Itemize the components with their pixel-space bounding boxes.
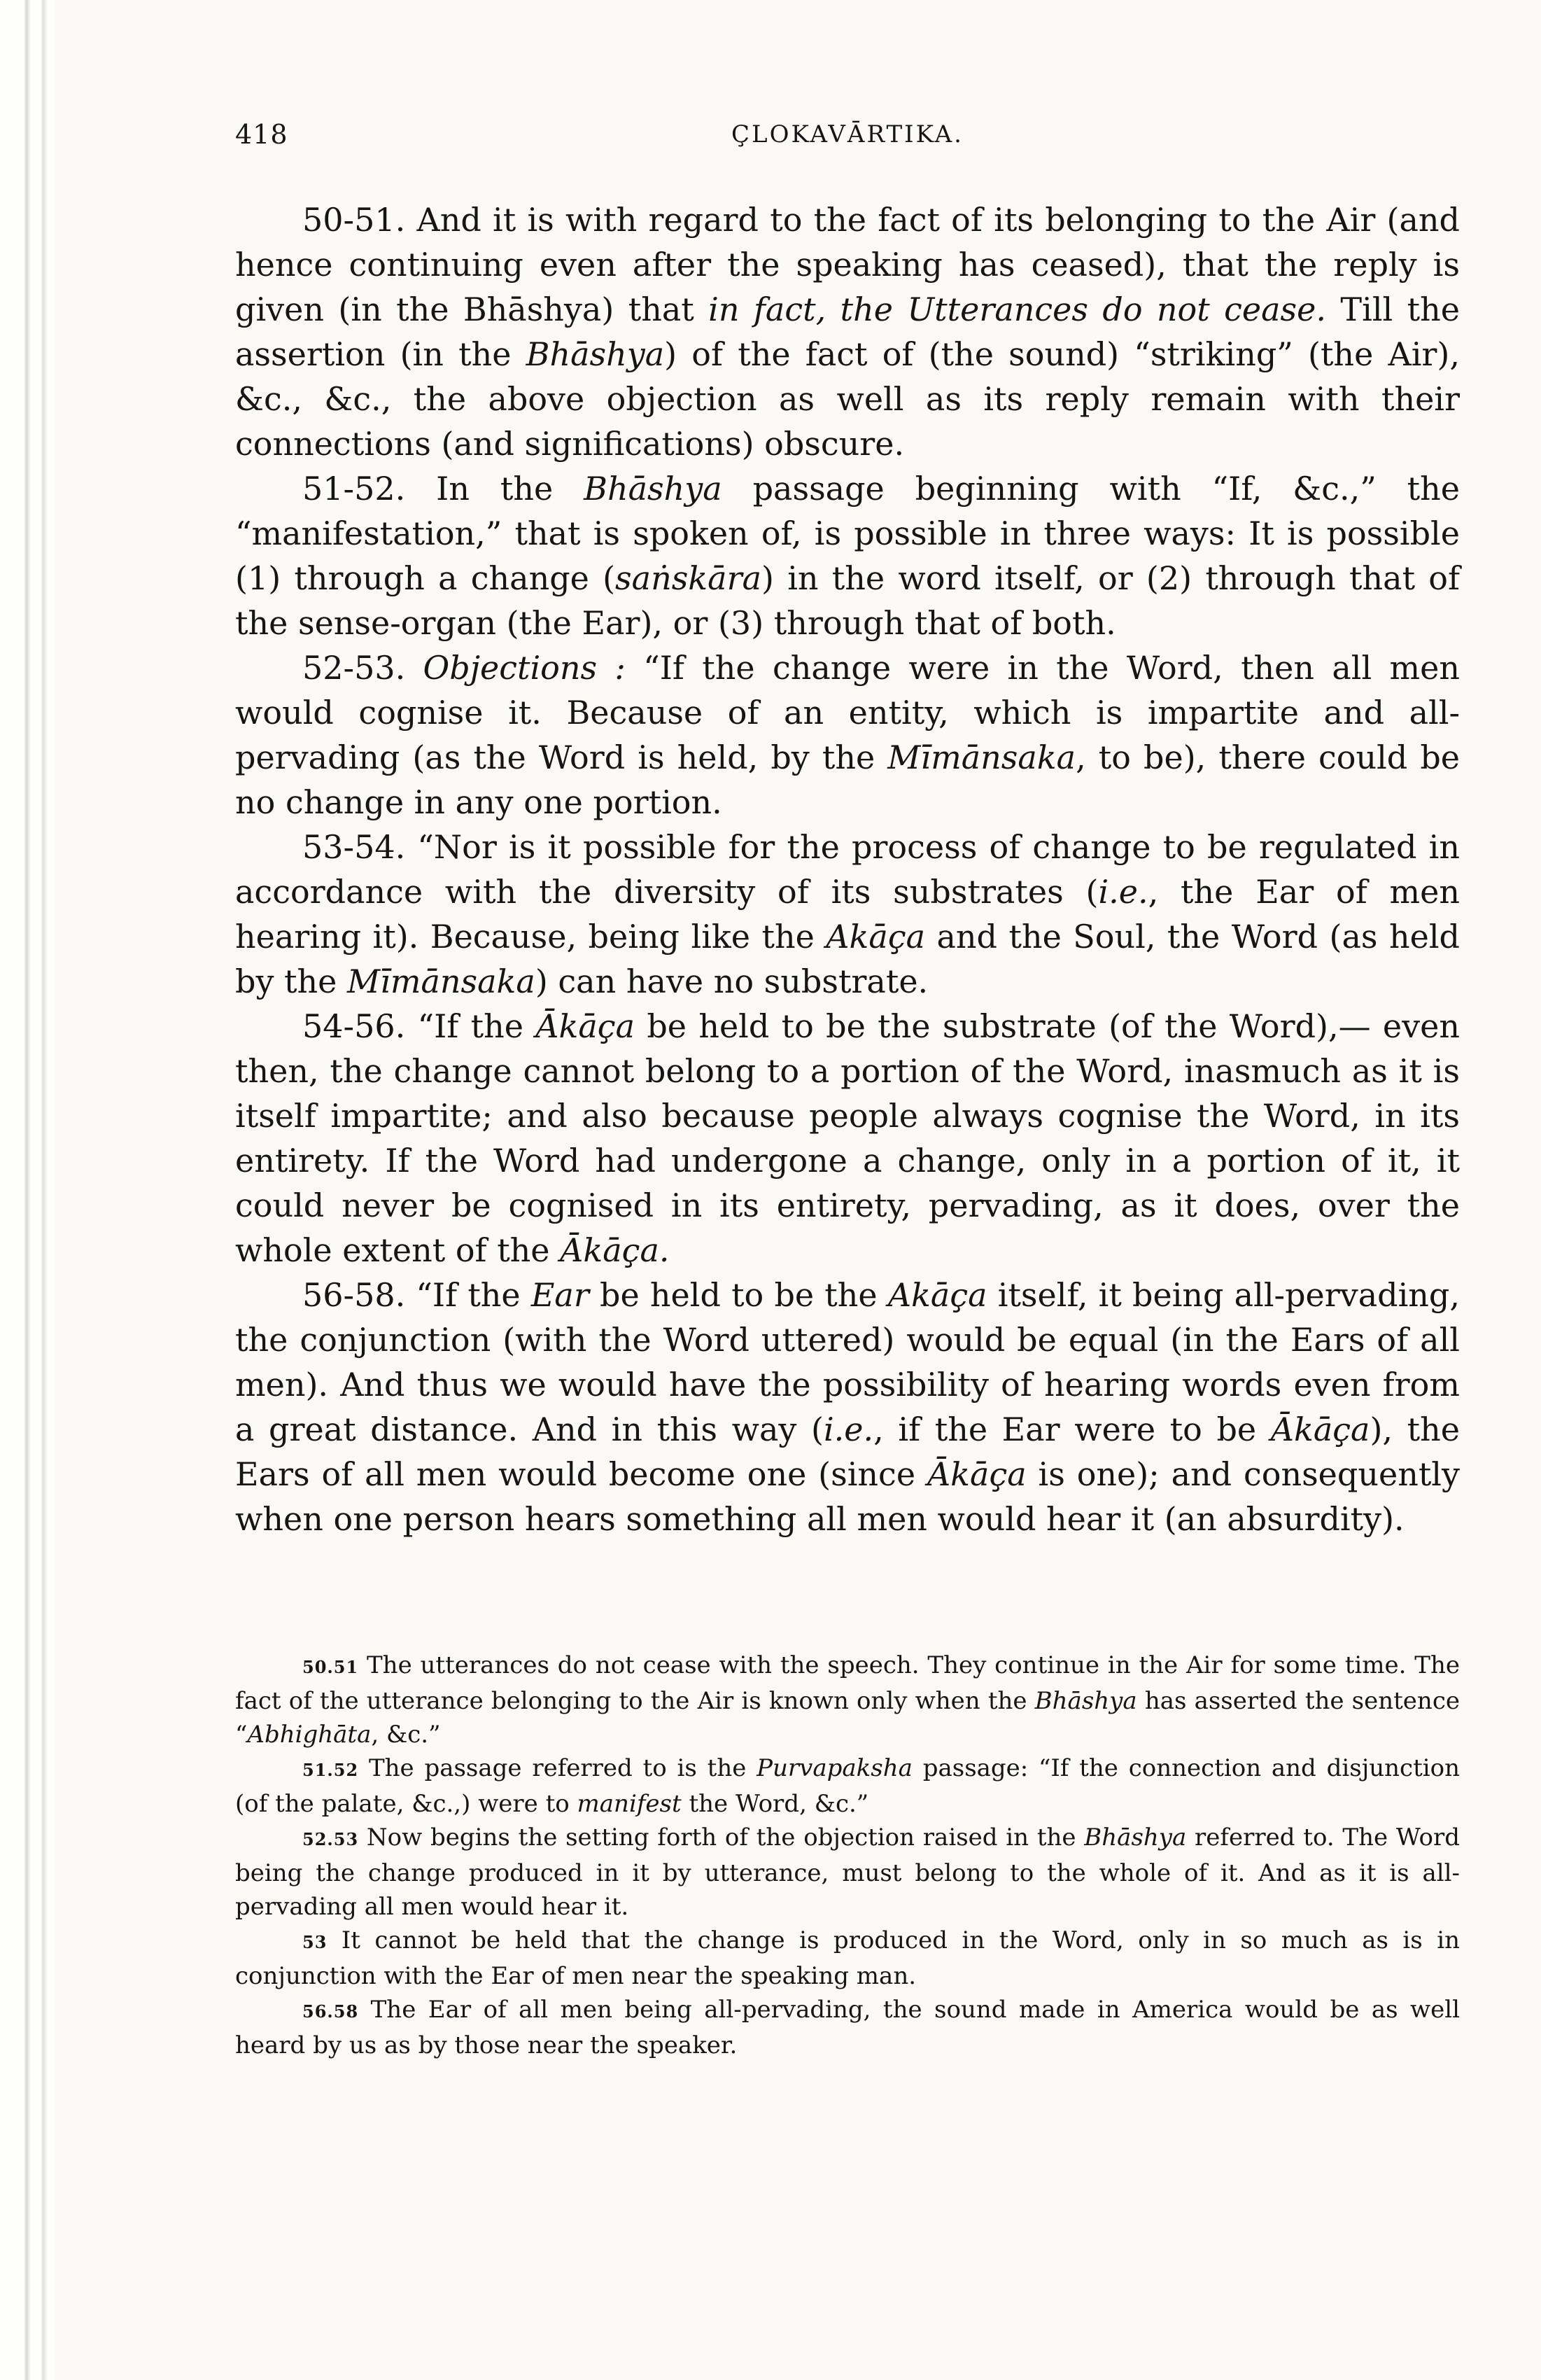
footnote-ref: 52.53 [302,1829,359,1849]
verse-paragraph: 53-54. “Nor is it possible for the process of change to be regulated in accordance with the diversity of its substrates (i.e., the Ear of men hearing it). Because, being like the Akāça and the Soul, the Word (as held by the Mīmānsaka) can have no substrate. [235,828,1460,1000]
verse-label: 54-56. [302,1007,406,1045]
verse-label: 56-58. [302,1276,406,1314]
footnotes [235,1648,1460,2062]
footnote: 52.53 Now begins the setting forth of the objection raised in the Bhāshya referred to. The Word being the change produced in it by utterance, must belong to the whole of it. And as it is all-pervading all men would hear it. [235,1823,1460,1921]
footnote: 56.58 The Ear of all men being all-pervading, the sound made in America would be as well heard by us as by those near the speaker. [235,1996,1460,2059]
footnote: 53 It cannot be held that the change is produced in the Word, only in so much as is in conjunction with the Ear of men near the speaking man. [235,1926,1460,1990]
footnote-ref: 50.51 [302,1657,359,1677]
running-title: ÇLOKAVĀRTIKA. [731,120,964,148]
verse-paragraph: 54-56. “If the Ākāça be held to be the substrate (of the Word),— even then, the change cannot belong to a portion of the Word, inasmuch as it is itself impartite; and also because people always cognise the Word, in its entirety. If the Word had undergone a change, only in a portion of it, it could never be cognised in its entirety, pervading, as it does, over the whole extent of the Ākāça. [235,1007,1460,1269]
verse-paragraph: 52-53. Objections : “If the change were in the Word, then all men would cognise it. Because of an entity, which is impartite and all-pervading (as the Word is held, by the Mīmānsaka, to be), there could be no change in any one portion. [235,649,1461,821]
verse-label: 51-52. [302,470,406,507]
footnote: 50.51 The utterances do not cease with the speech. They continue in the Air for some time. The fact of the utterance belonging to the Air is known only when the Bhāshya has asserted the sentence “Abhighāta, &c.” [235,1651,1460,1749]
verse-paragraph: 51-52. In the Bhāshya passage beginning with “If, &c.,” the “manifestation,” that is spoken of, is possible in three ways: It is possible (1) through a change (saṅskāra) in the word itself, or (2) through that of the sense-organ (the Ear), or (3) through that of both. [235,470,1461,642]
page-header [235,119,1460,161]
footnote-ref: 56.58 [302,2001,359,2022]
verse-paragraph: 56-58. “If the Ear be held to be the Akāça itself, it being all-pervading, the conjunction (with the Word uttered) would be equal (in the Ears of all men). And thus we would have the possibility of hearing words even from a great distance. And in this way (i.e., if the Ear were to be Ākāça), the Ears of all men would become one (since Ākāça is one); and consequently when one person hears something all men would hear it (an absurdity). [235,1276,1461,1538]
footnote-ref: 53 [302,1932,328,1952]
verse-paragraph: 50-51. And it is with regard to the fact of its belonging to the Air (and hence continuing even after the speaking has ceased), that the reply is given (in the Bhāshya) that in fact, the Utterances do not cease. Till the assertion (in the Bhāshya) of the fact of (the sound) “striking” (the Air), &c., &c., the above objection as well as its reply remain with their connections (and significations) obscure. [235,201,1460,463]
main-text [235,197,1460,1541]
footnote-ref: 51.52 [302,1760,359,1780]
verse-label: 52-53. [302,649,406,687]
footnote: 51.52 The passage referred to is the Purvapaksha passage: “If the connection and disjunction (of the palate, &c.,) were to manifest the Word, &c.” [235,1754,1460,1818]
verse-label: 50-51. [302,201,406,239]
scan-binding-edge [0,0,55,2380]
page-number: 418 [235,119,288,150]
verse-label: 53-54. [302,828,406,866]
